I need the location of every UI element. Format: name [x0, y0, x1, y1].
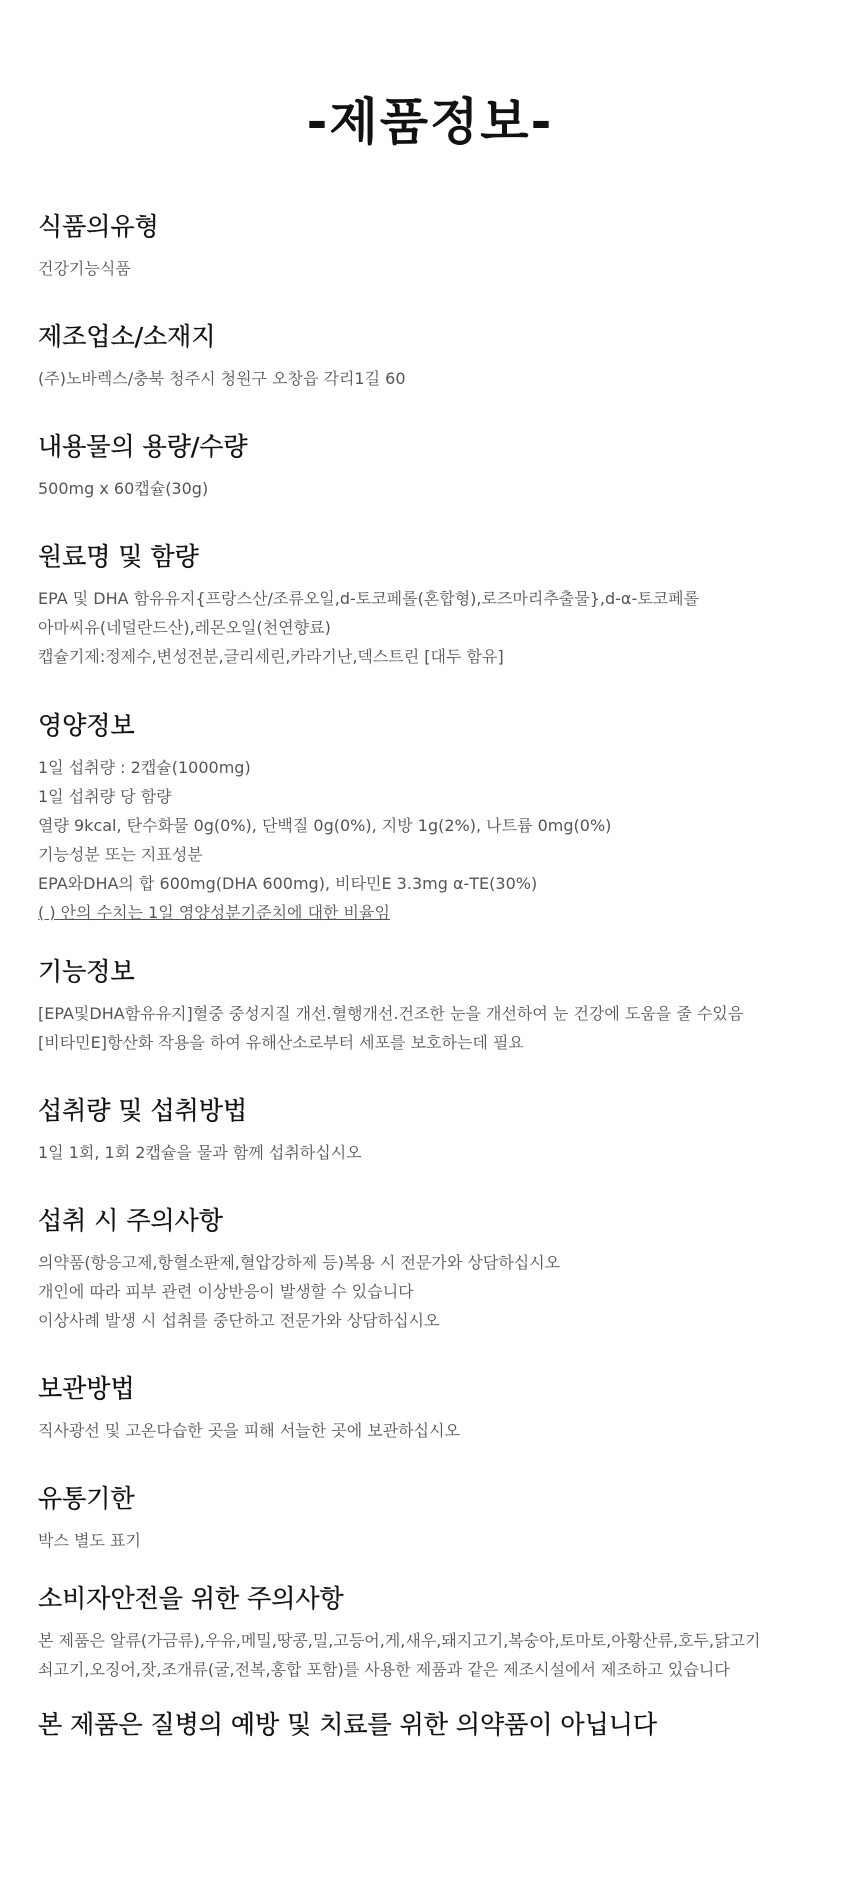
section-text: 기능성분 또는 지표성분: [38, 845, 203, 864]
section-text: EPA와DHA의 합 600mg(DHA 600mg), 비타민E 3.3mg α-TE(30%): [38, 874, 538, 893]
section-text: [비타민E]항산화 작용을 하여 유해산소로부터 세포를 보호하는데 필요: [38, 1033, 524, 1052]
section-text: EPA 및 DHA 함유유지{프랑스산/조류오일,d-토코페롤(혼합형),로즈마리추출물},d-α-토코페롤: [38, 589, 700, 608]
section-text: 쇠고기,오징어,잣,조개류(굴,전복,홍합 포함)를 사용한 제품과 같은 제조시설에서 제조하고 있습니다: [38, 1660, 730, 1679]
section-text: 아마씨유(네덜란드산),레몬오일(천연향료): [38, 618, 331, 637]
section-heading: 내용물의 용량/수량: [38, 432, 248, 461]
section-heading: 섭취 시 주의사항: [38, 1206, 223, 1235]
section-precautions: [38, 1204, 838, 1335]
section-text: 1일 1회, 1회 2캡슐을 물과 함께 섭취하십시오: [38, 1143, 362, 1162]
section-heading: 기능정보: [38, 957, 135, 986]
section-text: 직사광선 및 고온다습한 곳을 피해 서늘한 곳에 보관하십시오: [38, 1421, 461, 1440]
section-text: 박스 별도 표기: [38, 1531, 141, 1550]
section-heading: 제조업소/소재지: [38, 322, 216, 351]
section-text: (주)노바렉스/충북 청주시 청원구 오창읍 각리1길 60: [38, 369, 406, 388]
section-heading: 영양정보: [38, 711, 135, 740]
section-heading: 식품의유형: [38, 212, 159, 241]
section-heading: 보관방법: [38, 1374, 135, 1403]
section-expiration: [38, 1482, 838, 1555]
section-text: 의약품(항응고제,항혈소판제,혈압강하제 등)복용 시 전문가와 상담하십시오: [38, 1253, 561, 1272]
disclaimer-notice: 본 제품은 질병의 예방 및 치료를 위한 의약품이 아닙니다: [38, 1710, 658, 1739]
section-heading: 섭취량 및 섭취방법: [38, 1096, 248, 1125]
section-capacity: [38, 430, 838, 503]
section-function: [38, 955, 838, 1057]
page-title: -제품정보-: [306, 93, 554, 151]
section-consumer-safety: [38, 1582, 838, 1684]
section-dosage: [38, 1094, 838, 1167]
section-heading: 유통기한: [38, 1484, 135, 1513]
section-manufacturer: [38, 320, 838, 393]
section-text: 이상사례 발생 시 섭취를 중단하고 전문가와 상담하십시오: [38, 1311, 440, 1330]
section-text: 열량 9kcal, 탄수화물 0g(0%), 단백질 0g(0%), 지방 1g(2%), 나트륨 0mg(0%): [38, 816, 612, 835]
section-text: 1일 섭취량 당 함량: [38, 787, 172, 806]
section-text: 건강기능식품: [38, 259, 131, 278]
section-storage: [38, 1372, 838, 1445]
section-heading: 소비자안전을 위한 주의사항: [38, 1584, 344, 1613]
section-nutrition: [38, 709, 838, 927]
section-heading: 원료명 및 함량: [38, 542, 199, 571]
section-text: 500mg x 60캡슐(30g): [38, 479, 209, 498]
section-ingredients: [38, 540, 838, 671]
section-text: [EPA및DHA함유유지]혈중 중성지질 개선.혈행개선.건조한 눈을 개선하여 눈 건강에 도움을 줄 수있음: [38, 1004, 744, 1023]
section-text: 본 제품은 알류(가금류),우유,메밀,땅콩,밀,고등어,게,새우,돼지고기,복숭아,토마토,아황산류,호두,닭고기: [38, 1631, 761, 1650]
section-text: 1일 섭취량 : 2캡슐(1000mg): [38, 758, 251, 777]
section-text: 개인에 따라 피부 관련 이상반응이 발생할 수 있습니다: [38, 1282, 414, 1301]
section-food-type: [38, 210, 838, 283]
section-note: ( ) 안의 수치는 1일 영양성분기준치에 대한 비율임: [38, 903, 390, 922]
section-text: 캡슐기제:정제수,변성전분,글리세린,카라기난,덱스트린 [대두 함유]: [38, 647, 504, 666]
